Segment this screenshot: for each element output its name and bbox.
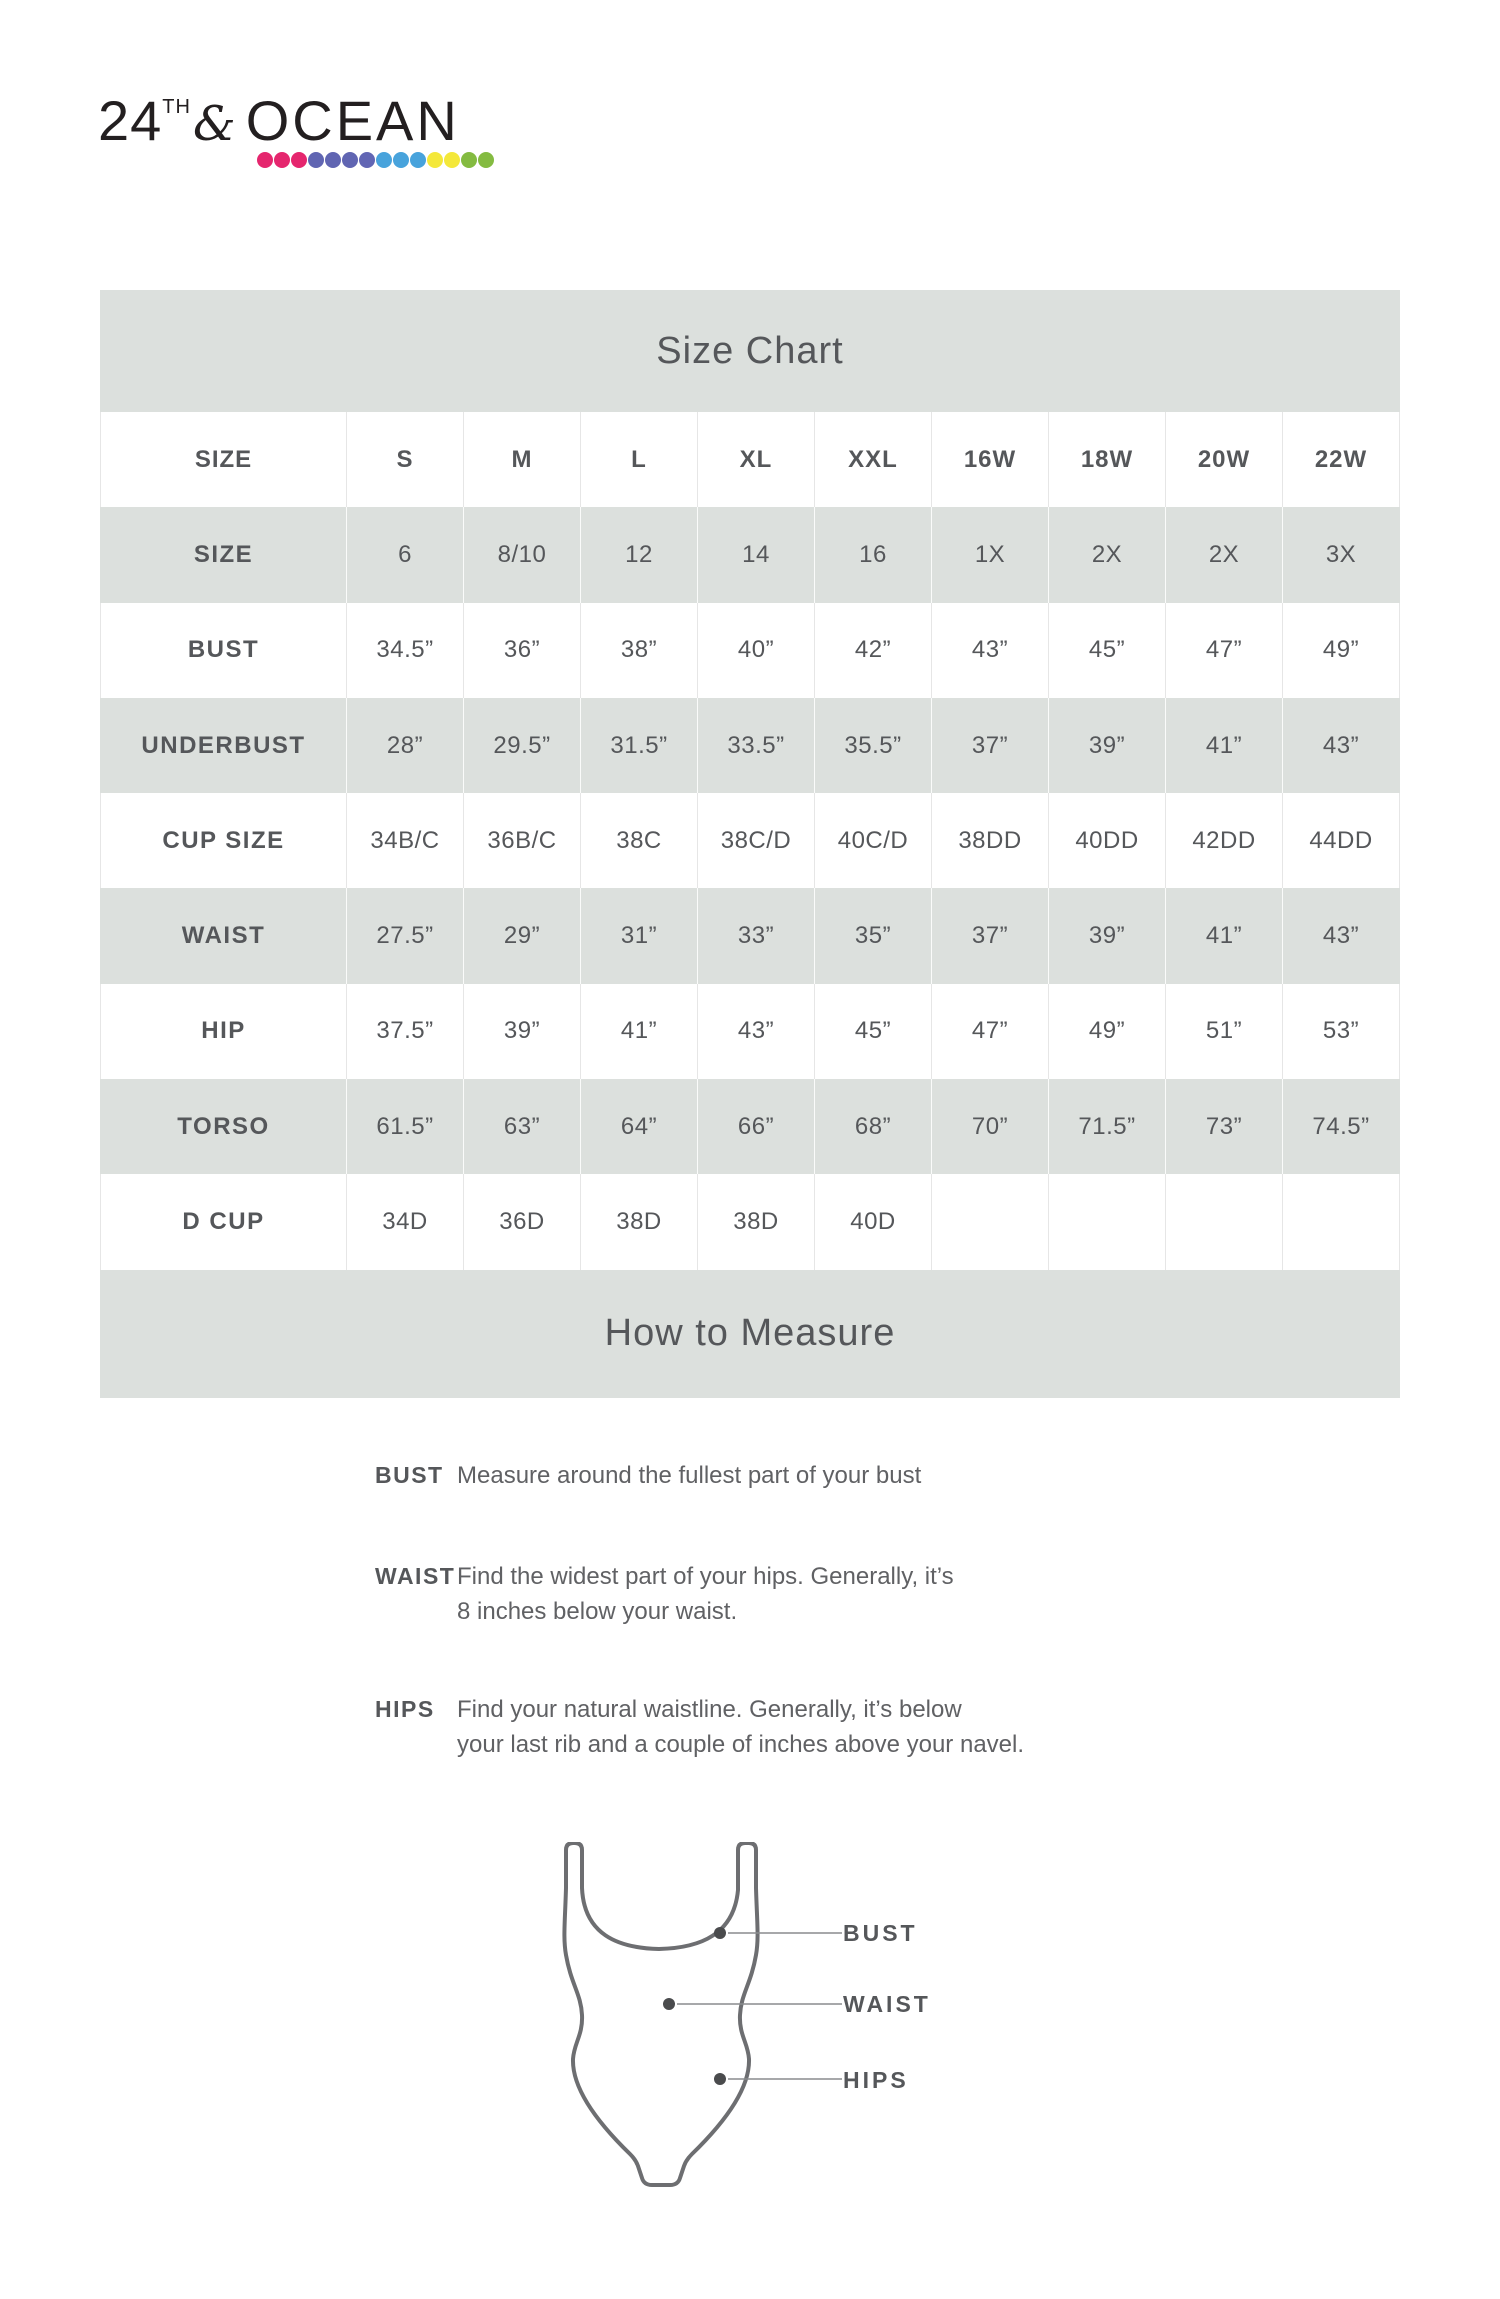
brand-dots [257,152,494,168]
table-cell: 38C [581,793,698,888]
table-cell: 16W [932,412,1049,507]
table-cell: 31.5” [581,698,698,793]
measure-item [375,1559,954,1629]
table-cell: 38D [698,1174,815,1269]
row-header-cell: D CUP [100,1174,347,1269]
table-cell: 43” [932,603,1049,698]
table-cell: 31” [581,888,698,983]
table-cell: 2X [1166,507,1283,602]
measure-item [375,1692,1024,1762]
table-cell: L [581,412,698,507]
brand-dot-icon [478,152,494,168]
table-row [100,984,1400,1079]
table-cell: 40DD [1049,793,1166,888]
table-cell: 40” [698,603,815,698]
table-cell: 49” [1283,603,1400,698]
table-cell: 47” [932,984,1049,1079]
table-cell: 18W [1049,412,1166,507]
diagram-label-bust: BUST [843,1920,918,1946]
table-row [100,888,1400,983]
table-cell: 44DD [1283,793,1400,888]
table-cell: 37” [932,698,1049,793]
table-cell: 20W [1166,412,1283,507]
table-cell: 63” [464,1079,581,1174]
brand-dot-icon [274,152,290,168]
table-cell: 41” [581,984,698,1079]
table-cell: 16 [815,507,932,602]
table-cell: 2X [1049,507,1166,602]
table-cell: 66” [698,1079,815,1174]
table-cell: 29” [464,888,581,983]
table-cell: 1X [932,507,1049,602]
table-cell: 39” [1049,698,1166,793]
table-cell: 68” [815,1079,932,1174]
table-cell: 70” [932,1079,1049,1174]
measure-item-text-line: Find your natural waistline. Generally, it’s below [457,1696,962,1723]
row-header-cell: SIZE [100,507,347,602]
logo-ordinal: TH [162,96,191,118]
table-cell: 38C/D [698,793,815,888]
measure-item-label: WAIST [375,1563,456,1589]
table-cell: 51” [1166,984,1283,1079]
table-cell [1166,1174,1283,1269]
size-chart-table [100,290,1400,1398]
size-chart-title: Size Chart [100,290,1400,412]
table-cell: 38” [581,603,698,698]
table-cell: 45” [815,984,932,1079]
table-row [100,793,1400,888]
brand-logo [98,88,460,153]
brand-dot-icon [427,152,443,168]
brand-dot-icon [308,152,324,168]
logo-word: OCEAN [245,89,460,152]
measure-item-text-line: your last rib and a couple of inches above your navel. [457,1731,1025,1758]
brand-dot-icon [376,152,392,168]
how-to-measure-title: How to Measure [100,1270,1400,1398]
table-cell: 41” [1166,888,1283,983]
table-cell: 40D [815,1174,932,1269]
table-cell: 39” [464,984,581,1079]
table-cell: 73” [1166,1079,1283,1174]
table-cell: 33.5” [698,698,815,793]
measure-item-text-line: Find the widest part of your hips. Generally, it’s [457,1563,954,1590]
table-cell: 22W [1283,412,1400,507]
size-chart-rows [100,412,1400,1270]
measure-item-text [457,1692,1024,1762]
table-cell: 64” [581,1079,698,1174]
brand-dot-icon [359,152,375,168]
table-cell: 74.5” [1312,1112,1370,1140]
table-cell: 6 [347,507,464,602]
table-cell: 29.5” [464,698,581,793]
brand-dot-icon [461,152,477,168]
measure-item [375,1458,921,1493]
row-header-cell: HIP [100,984,347,1079]
measure-item-text [457,1559,954,1629]
table-row [100,412,1400,507]
measure-item-text [457,1458,921,1493]
table-cell: 8/10 [464,507,581,602]
logo-number: 24 [98,89,163,152]
brand-dot-icon [342,152,358,168]
row-header-cell: TORSO [100,1079,347,1174]
table-row [100,698,1400,793]
table-cell: 38DD [932,793,1049,888]
table-cell: 14 [698,507,815,602]
table-cell: M [464,412,581,507]
brand-dot-icon [291,152,307,168]
row-header-cell: BUST [100,603,347,698]
waist-pointer-dot [663,1998,675,2010]
table-cell: 3X [1325,540,1357,568]
table-cell: 34B/C [347,793,464,888]
diagram-label-hips: HIPS [843,2067,909,2093]
table-cell: 34.5” [347,603,464,698]
table-cell: 49” [1049,984,1166,1079]
table-cell: XL [698,412,815,507]
table-row [100,603,1400,698]
table-cell: 35.5” [815,698,932,793]
measure-item-label: BUST [375,1462,444,1488]
brand-dot-icon [444,152,460,168]
table-cell: 36” [464,603,581,698]
measure-item-text-line: Measure around the fullest part of your bust [457,1462,922,1489]
row-header-cell: SIZE [100,412,347,507]
table-cell: S [347,412,464,507]
table-cell: 34D [347,1174,464,1269]
table-cell: 40C/D [815,793,932,888]
logo-ampersand: & [192,96,236,152]
table-cell: 71.5” [1049,1079,1166,1174]
brand-dot-icon [325,152,341,168]
table-cell: 43” [1322,922,1360,950]
diagram-label-waist: WAIST [843,1991,931,2017]
table-cell: 37.5” [347,984,464,1079]
table-cell: 38D [581,1174,698,1269]
row-header-cell: UNDERBUST [100,698,347,793]
table-row [100,1174,1400,1269]
table-cell: 28” [347,698,464,793]
row-header-cell: WAIST [100,888,347,983]
table-cell: 53” [1283,984,1400,1079]
table-cell: 45” [1049,603,1166,698]
table-cell: 36D [464,1174,581,1269]
table-cell: 35” [815,888,932,983]
table-cell: 12 [581,507,698,602]
row-header-cell: CUP SIZE [100,793,347,888]
table-cell: 43” [1322,731,1360,759]
table-cell: 42DD [1166,793,1283,888]
measurement-diagram [562,1842,952,2192]
table-cell [932,1174,1049,1269]
brand-dot-icon [410,152,426,168]
table-cell: 39” [1049,888,1166,983]
measure-item-label: HIPS [375,1696,435,1722]
table-cell: 37” [932,888,1049,983]
table-row [100,507,1400,602]
bust-pointer-dot [714,1927,726,1939]
measure-item-text-line: 8 inches below your waist. [457,1598,738,1625]
table-cell [1049,1174,1166,1269]
swimsuit-path [564,1843,757,2185]
table-cell: 43” [698,984,815,1079]
table-cell: 36B/C [464,793,581,888]
table-cell: 41” [1166,698,1283,793]
table-cell [1283,1174,1400,1269]
hips-pointer-dot [714,2073,726,2085]
brand-dot-icon [257,152,273,168]
table-cell: 27.5” [347,888,464,983]
table-cell: 42” [815,603,932,698]
swimsuit-outline-illustration [562,1842,852,2192]
table-row [100,1079,1400,1174]
brand-dot-icon [393,152,409,168]
table-cell: 33” [698,888,815,983]
table-cell: 61.5” [347,1079,464,1174]
table-cell: XXL [815,412,932,507]
table-cell: 47” [1166,603,1283,698]
